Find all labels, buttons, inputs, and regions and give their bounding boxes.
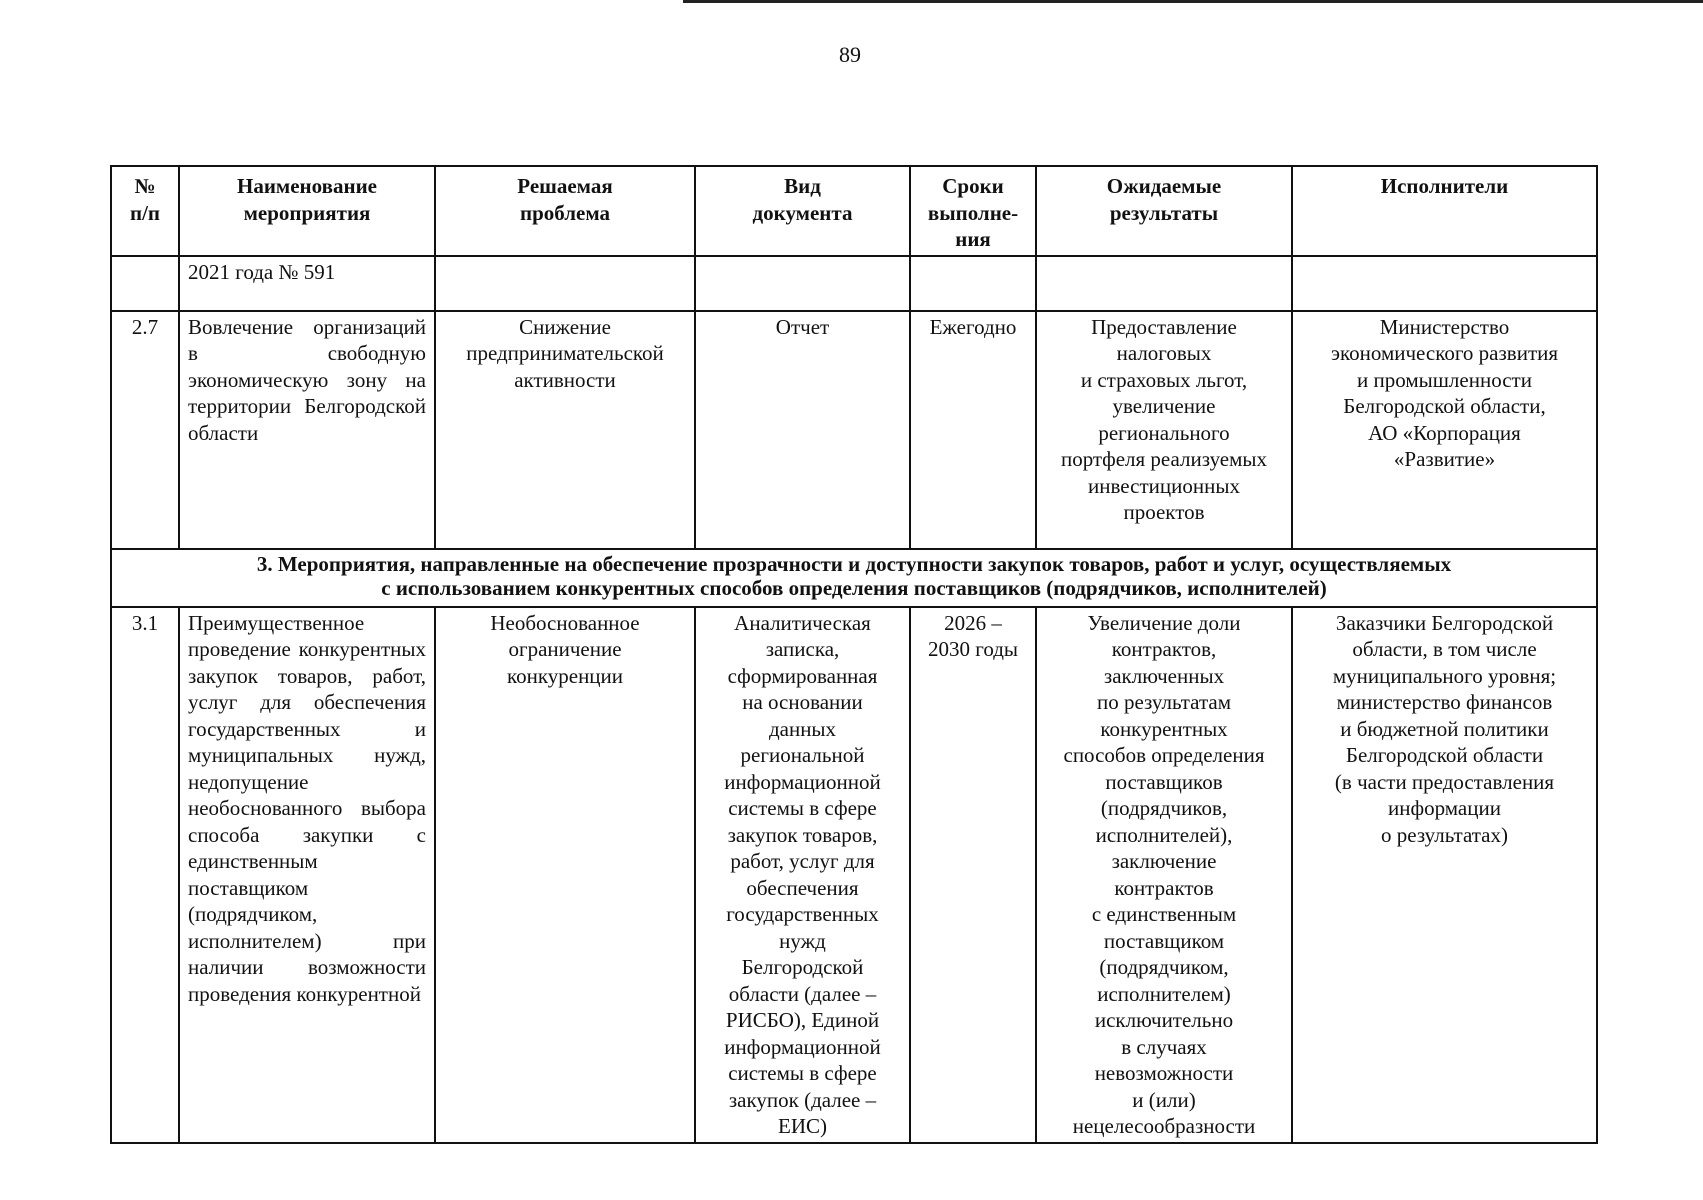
cell-terms: 2026 – 2030 годы [910, 607, 1036, 1143]
cell-number: 3.1 [111, 607, 179, 1143]
section-title: 3. Мероприятия, направленные на обеспечение прозрачности и доступности закупок товаров, работ и услуг, осуществляемых с использованием конкурентных способов определения поставщиков (подрядчиков, исполнителей) [111, 549, 1597, 607]
cell-executors: Министерство экономического развития и промышленности Белгородской области, АО «Корпорация «Развитие» [1292, 311, 1597, 549]
cell-number: 2.7 [111, 311, 179, 549]
top-rule [683, 0, 1703, 3]
header-problem: Решаемая проблема [435, 166, 695, 256]
cell-name: Преимущественное проведение конкурентных закупок товаров, работ, услуг для обеспечения государственных и муниципальных нужд, недопущение необоснованного выбора способа закупки с единственным поставщиком (подрядчиком, исполнителем) при наличии возможности проведения конкурентной [179, 607, 435, 1143]
measures-table [110, 165, 1598, 1144]
cell-name: 2021 года № 591 [179, 256, 435, 311]
cell-problem [435, 256, 695, 311]
header-name: Наименование мероприятия [179, 166, 435, 256]
header-terms: Сроки выполне- ния [910, 166, 1036, 256]
cell-terms: Ежегодно [910, 311, 1036, 549]
cell-document: Аналитическая записка, сформированная на основании данных региональной информационной системы в сфере закупок товаров, работ, услуг для обеспечения государственных нужд Белгородской области (далее – РИСБО), Единой информационной системы в сфере закупок (далее – ЕИС) [695, 607, 910, 1143]
header-executors: Исполнители [1292, 166, 1597, 256]
cell-document: Отчет [695, 311, 910, 549]
header-document: Вид документа [695, 166, 910, 256]
cell-executors [1292, 256, 1597, 311]
header-row [111, 166, 1597, 256]
header-number: № п/п [111, 166, 179, 256]
section-row [111, 549, 1597, 607]
header-results: Ожидаемые результаты [1036, 166, 1292, 256]
cell-executors: Заказчики Белгородской области, в том числе муниципального уровня; министерство финансов и бюджетной политики Белгородской области (в части предоставления информации о результатах) [1292, 607, 1597, 1143]
cell-terms [910, 256, 1036, 311]
cell-problem: Снижение предпринимательской активности [435, 311, 695, 549]
cell-name: Вовлечение организаций в свободную экономическую зону на территории Белгородской области [179, 311, 435, 549]
cell-results: Увеличение доли контрактов, заключенных по результатам конкурентных способов определения поставщиков (подрядчиков, исполнителей), заключение контрактов с единственным поставщиком (подрядчиком, исполнителем) исключительно в случаях невозможности и (или) нецелесообразности [1036, 607, 1292, 1143]
cell-number [111, 256, 179, 311]
cell-results: Предоставление налоговых и страховых льгот, увеличение регионального портфеля реализуемых инвестиционных проектов [1036, 311, 1292, 549]
table-row [111, 256, 1597, 311]
cell-problem: Необоснованное ограничение конкуренции [435, 607, 695, 1143]
cell-results [1036, 256, 1292, 311]
table-row [111, 607, 1597, 1143]
table-row [111, 311, 1597, 549]
page-number: 89 [839, 42, 861, 67]
cell-document [695, 256, 910, 311]
